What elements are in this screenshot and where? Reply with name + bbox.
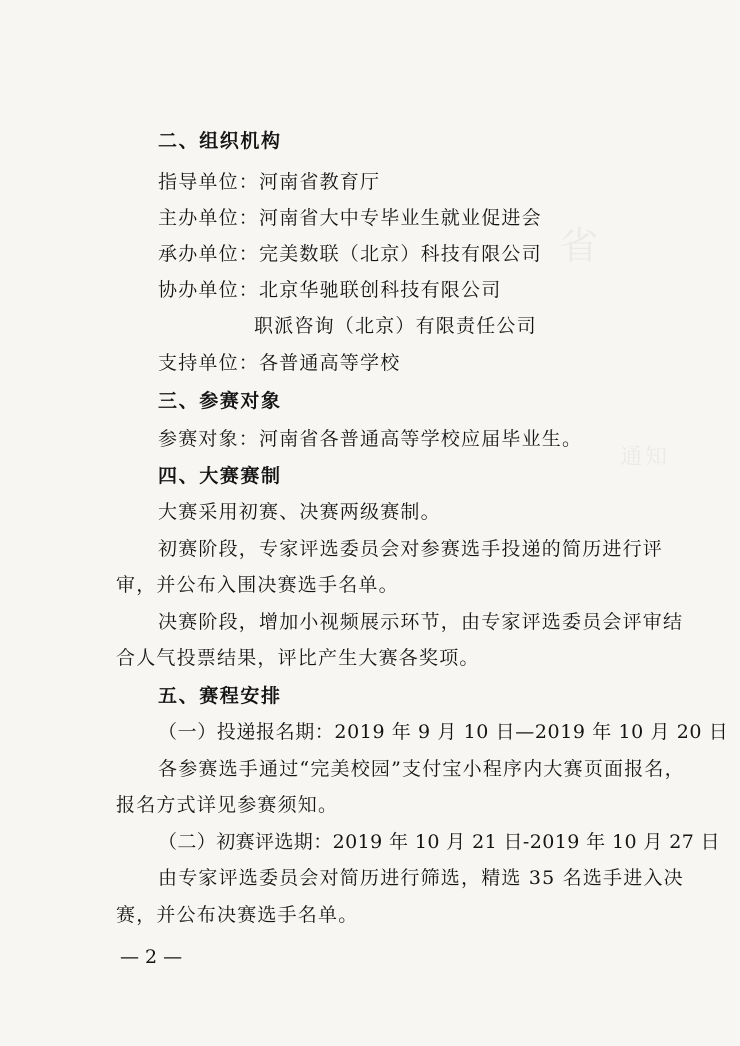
co-organizer-unit-2: 职派咨询（北京）有限责任公司 [254, 315, 537, 337]
bleed-through-text: 通知 [620, 445, 671, 470]
section-heading-organization: 二、组织机构 [158, 130, 282, 152]
schedule-item-2-dates: （二）初赛评选期：2019 年 10 月 21 日-2019 年 10 月 27 日 [158, 831, 721, 853]
preliminary-text-line-2: 审，并公布入围决赛选手名单。 [116, 574, 399, 596]
final-text-line-1: 决赛阶段，增加小视频展示环节，由专家评选委员会评审结 [158, 611, 684, 633]
schedule-item-2-text-line-1: 由专家评选委员会对简历进行筛选，精选 35 名选手进入决 [158, 867, 684, 889]
final-text-line-2: 合人气投票结果，评比产生大赛各奖项。 [116, 647, 480, 669]
section-heading-schedule: 五、赛程安排 [158, 685, 282, 707]
schedule-item-1-dates: （一）投递报名期：2019 年 9 月 10 日—2019 年 10 月 20 日 [158, 721, 729, 743]
co-organizer-unit-1: 协办单位：北京华驰联创科技有限公司 [158, 279, 502, 301]
page-number: — 2 — [120, 946, 183, 968]
supporting-unit: 支持单位：各普通高等学校 [158, 352, 401, 374]
participants-text: 参赛对象：河南省各普通高等学校应届毕业生。 [158, 428, 583, 450]
preliminary-text-line-1: 初赛阶段，专家评选委员会对参赛选手投递的简历进行评 [158, 538, 664, 560]
schedule-item-1-text-line-2: 报名方式详见参赛须知。 [116, 794, 339, 816]
bleed-through-text: 省 [560, 224, 602, 268]
schedule-item-2-text-line-2: 赛，并公布决赛选手名单。 [116, 904, 359, 926]
host-unit: 主办单位：河南省大中专毕业生就业促进会 [158, 207, 542, 229]
format-text: 大赛采用初赛、决赛两级赛制。 [158, 501, 441, 523]
section-heading-format: 四、大赛赛制 [158, 465, 282, 487]
schedule-item-1-text-line-1: 各参赛选手通过“完美校园”支付宝小程序内大赛页面报名， [158, 758, 685, 780]
section-heading-participants: 三、参赛对象 [158, 390, 282, 412]
guiding-unit: 指导单位：河南省教育厅 [158, 171, 381, 193]
organizer-unit: 承办单位：完美数联（北京）科技有限公司 [158, 243, 542, 265]
